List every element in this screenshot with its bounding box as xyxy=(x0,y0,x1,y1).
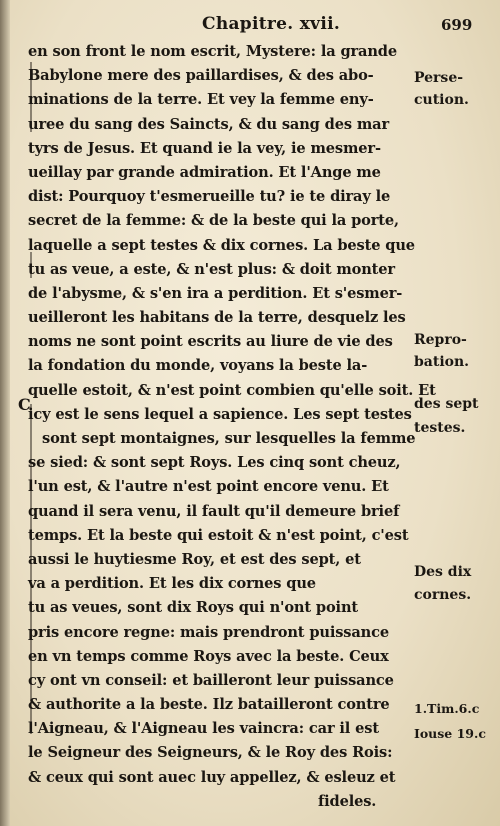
text-line: sont sept montaignes, sur lesquelles la femme xyxy=(42,430,416,447)
text-line: la fondation du monde, voyans la beste la- xyxy=(28,357,368,375)
margin-note: cution. xyxy=(414,92,469,108)
text-line: secret de la femme: & de la beste qui la porte, xyxy=(28,212,399,230)
page-gutter-shadow xyxy=(0,0,10,826)
text-line: en vn temps comme Roys avec la beste. Ceux xyxy=(28,647,389,665)
margin-note: Repro- xyxy=(414,332,467,348)
margin-note: cornes. xyxy=(414,587,472,603)
margin-note: 1.Tim.6.c xyxy=(414,701,480,716)
text-line: de l'abysme, & s'en ira a perdition. Et s'esmer- xyxy=(28,284,403,302)
page-number: 699 xyxy=(441,16,473,34)
text-line: aussi le huytiesme Roy, et est des sept, et xyxy=(28,550,361,568)
text-line: quelle estoit, & n'est point combien qu'elle soit. Et xyxy=(28,381,436,399)
text-line: Babylone mere des paillardises, & des abo- xyxy=(28,67,374,85)
text-line: cy ont vn conseil: et bailleront leur puissance xyxy=(28,671,394,689)
text-line: l'un est, & l'autre n'est point encore venu. Et xyxy=(28,478,389,496)
text-line: quand il sera venu, il fault qu'il demeure brief xyxy=(28,502,400,520)
text-line: le Seigneur des Seigneurs, & le Roy des Rois: xyxy=(28,744,393,762)
running-title: Chapitre. xvii. xyxy=(202,14,341,34)
margin-note: testes. xyxy=(414,420,466,436)
text-line: se sied: & sont sept Roys. Les cinq sont cheuz, xyxy=(28,454,401,472)
text-line: uree du sang des Saincts, & du sang des mar xyxy=(28,115,389,133)
margin-note: Perse- xyxy=(414,70,464,86)
margin-note: Des dix xyxy=(414,564,472,580)
text-line: ueilleront les habitans de la terre, desquelz les xyxy=(28,309,406,327)
text-line: tu as veue, a este, & n'est plus: & doit monter xyxy=(28,260,395,278)
text-line: temps. Et la beste qui estoit & n'est point, c'est xyxy=(28,526,409,544)
text-line: l'Aigneau, & l'Aigneau les vaincra: car il est xyxy=(28,720,379,738)
text-line: fideles. xyxy=(318,792,377,810)
text-line: & ceux qui sont auec luy appellez, & esleuz et xyxy=(28,768,396,786)
margin-note: Iouse 19.c xyxy=(414,726,486,741)
text-line: en son front le nom escrit, Mystere: la grande xyxy=(28,43,397,60)
text-line: & authorite a la beste. Ilz batailleront contre xyxy=(28,696,390,714)
text-line: noms ne sont point escrits au liure de vie des xyxy=(28,333,393,351)
text-line: minations de la terre. Et vey la femme eny- xyxy=(28,91,374,109)
text-line: icy est le sens lequel a sapience. Les sept testes xyxy=(28,405,412,423)
margin-note: des sept xyxy=(414,396,479,412)
text-line: ueillay par grande admiration. Et l'Ange me xyxy=(28,163,381,181)
text-line: pris encore regne: mais prendront puissance xyxy=(28,623,390,641)
text-line: tyrs de Jesus. Et quand ie la vey, ie mesmer- xyxy=(28,139,381,157)
text-line: tu as veues, sont dix Roys qui n'ont point xyxy=(28,599,358,617)
margin-note: bation. xyxy=(414,354,470,370)
page-header xyxy=(0,14,500,36)
text-line: dist: Pourquoy t'esmerueille tu? ie te diray le xyxy=(28,188,391,206)
text-line: va a perdition. Et les dix cornes que xyxy=(28,575,316,593)
main-text-column xyxy=(28,40,436,814)
text-line: laquelle a sept testes & dix cornes. La beste que xyxy=(28,236,415,254)
paragraph-mark: C xyxy=(18,395,31,414)
